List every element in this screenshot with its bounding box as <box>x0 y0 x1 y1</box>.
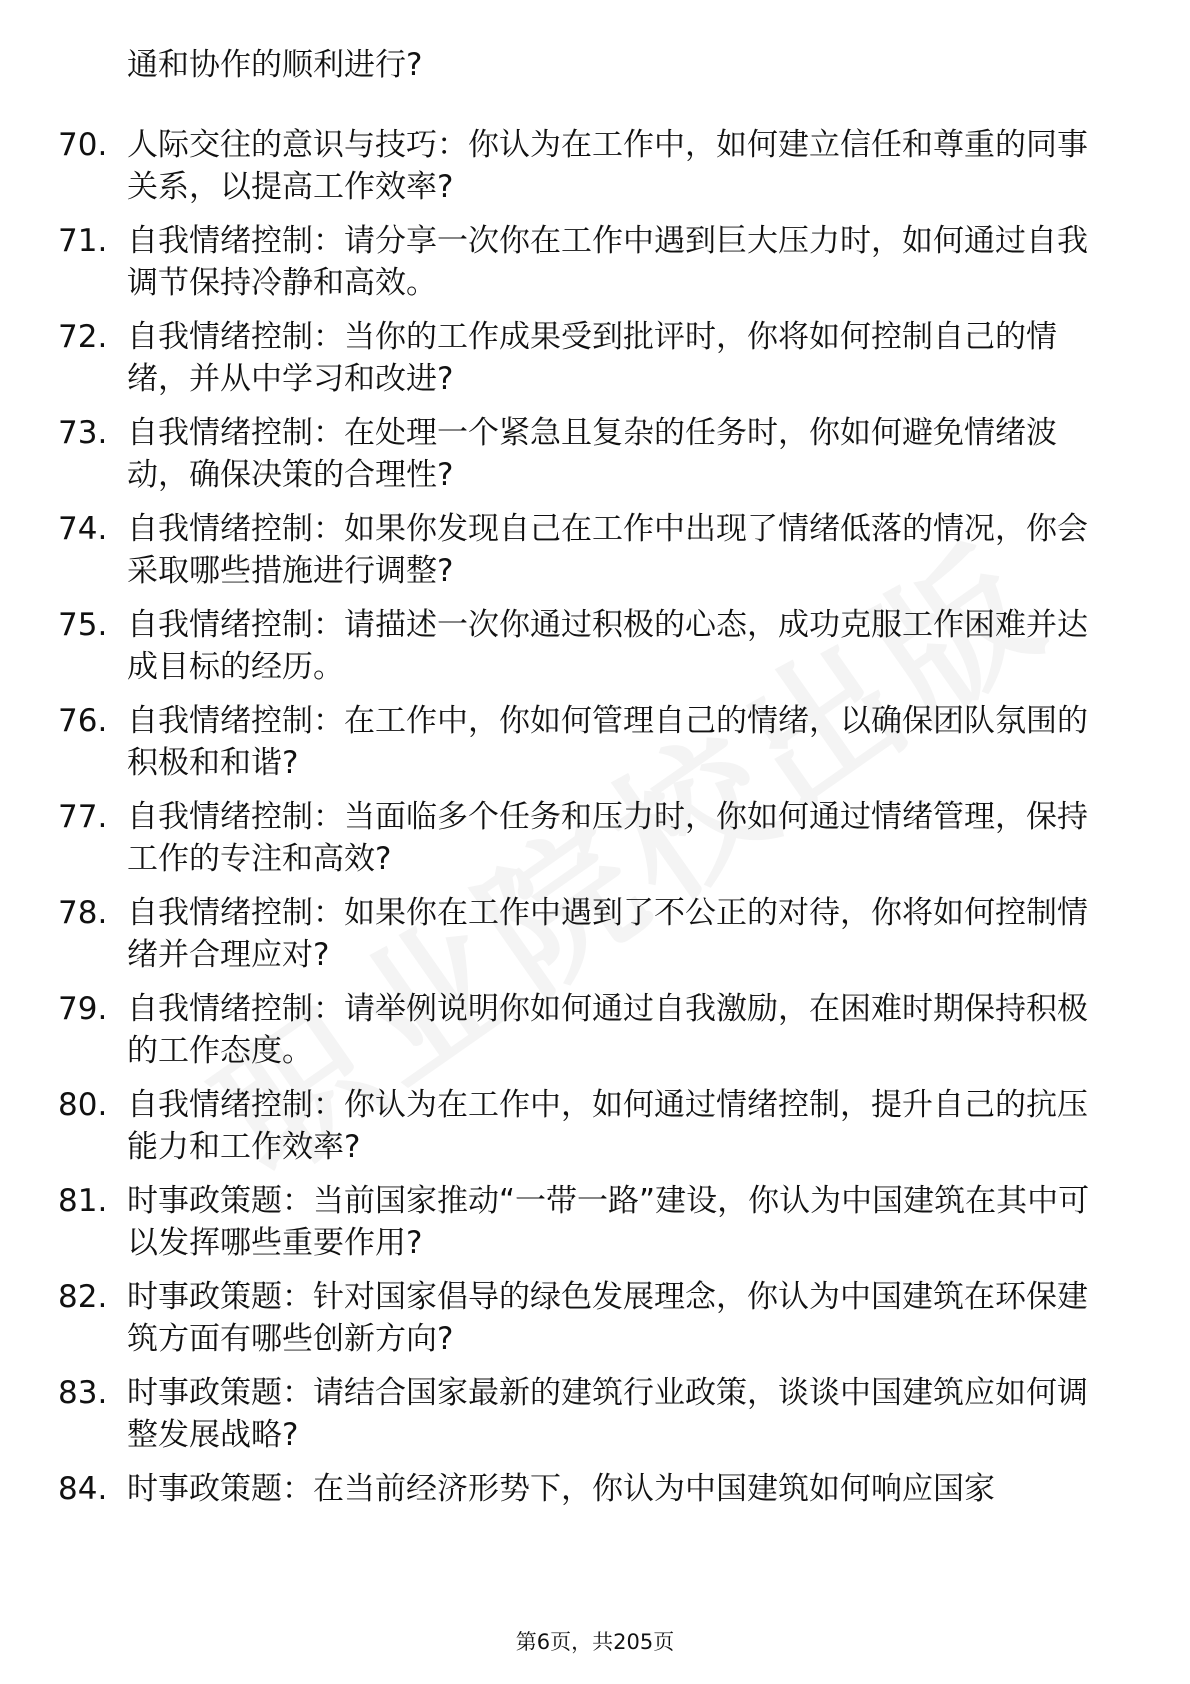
question-text: 自我情绪控制：如果你在工作中遇到了不公正的对待，你将如何控制情绪并合理应对? <box>127 895 1088 973</box>
question-text: 自我情绪控制：当面临多个任务和压力时，你如何通过情绪管理，保持工作的专注和高效? <box>127 799 1088 877</box>
question-item <box>58 796 1108 892</box>
question-item <box>58 1276 1108 1372</box>
question-item <box>58 508 1108 604</box>
question-number: 83. <box>58 1375 108 1411</box>
question-item <box>58 316 1108 412</box>
question-text: 时事政策题：针对国家倡导的绿色发展理念，你认为中国建筑在环保建筑方面有哪些创新方向? <box>127 1279 1088 1357</box>
question-text: 自我情绪控制：如果你发现自己在工作中出现了情绪低落的情况，你会采取哪些措施进行调整? <box>127 511 1088 589</box>
question-item <box>58 1372 1108 1468</box>
question-continuation <box>58 44 1108 124</box>
question-text: 自我情绪控制：在工作中，你如何管理自己的情绪，以确保团队氛围的积极和和谐? <box>127 703 1088 781</box>
page-footer: 第6页，共205页 <box>515 1630 675 1654</box>
question-item <box>58 1180 1108 1276</box>
question-item <box>58 892 1108 988</box>
question-text: 自我情绪控制：请分享一次你在工作中遇到巨大压力时，如何通过自我调节保持冷静和高效。 <box>127 223 1088 301</box>
question-item <box>58 988 1108 1084</box>
question-number: 74. <box>58 511 108 547</box>
question-text: 时事政策题：当前国家推动“一带一路”建设，你认为中国建筑在其中可以发挥哪些重要作用? <box>127 1183 1090 1261</box>
question-text: 时事政策题：请结合国家最新的建筑行业政策，谈谈中国建筑应如何调整发展战略? <box>127 1375 1088 1453</box>
question-text: 自我情绪控制：请举例说明你如何通过自我激励，在困难时期保持积极的工作态度。 <box>127 991 1088 1069</box>
question-item <box>58 1084 1108 1180</box>
question-item <box>58 124 1108 220</box>
question-item <box>58 604 1108 700</box>
question-text: 人际交往的意识与技巧：你认为在工作中，如何建立信任和尊重的同事关系，以提高工作效率? <box>127 127 1088 205</box>
question-number: 75. <box>58 607 108 643</box>
question-number: 76. <box>58 703 108 739</box>
continuation-text: 通和协作的顺利进行? <box>127 47 423 83</box>
question-list <box>58 44 1108 1564</box>
question-item <box>58 1468 1108 1564</box>
question-item <box>58 220 1108 316</box>
question-number: 81. <box>58 1183 108 1219</box>
question-number: 77. <box>58 799 108 835</box>
question-number: 82. <box>58 1279 108 1315</box>
question-text: 自我情绪控制：请描述一次你通过积极的心态，成功克服工作困难并达成目标的经历。 <box>127 607 1088 685</box>
question-text: 时事政策题：在当前经济形势下，你认为中国建筑如何响应国家 <box>127 1471 995 1507</box>
question-number: 80. <box>58 1087 108 1123</box>
question-text: 自我情绪控制：在处理一个紧急且复杂的任务时，你如何避免情绪波动，确保决策的合理性? <box>127 415 1057 493</box>
question-number: 73. <box>58 415 108 451</box>
question-text: 自我情绪控制：你认为在工作中，如何通过情绪控制，提升自己的抗压能力和工作效率? <box>127 1087 1088 1165</box>
question-number: 78. <box>58 895 108 931</box>
question-number: 79. <box>58 991 108 1027</box>
question-number: 70. <box>58 127 108 163</box>
question-number: 84. <box>58 1471 108 1507</box>
question-number: 71. <box>58 223 108 259</box>
question-item <box>58 700 1108 796</box>
question-text: 自我情绪控制：当你的工作成果受到批评时，你将如何控制自己的情绪，并从中学习和改进? <box>127 319 1057 397</box>
question-number: 72. <box>58 319 108 355</box>
question-item <box>58 412 1108 508</box>
